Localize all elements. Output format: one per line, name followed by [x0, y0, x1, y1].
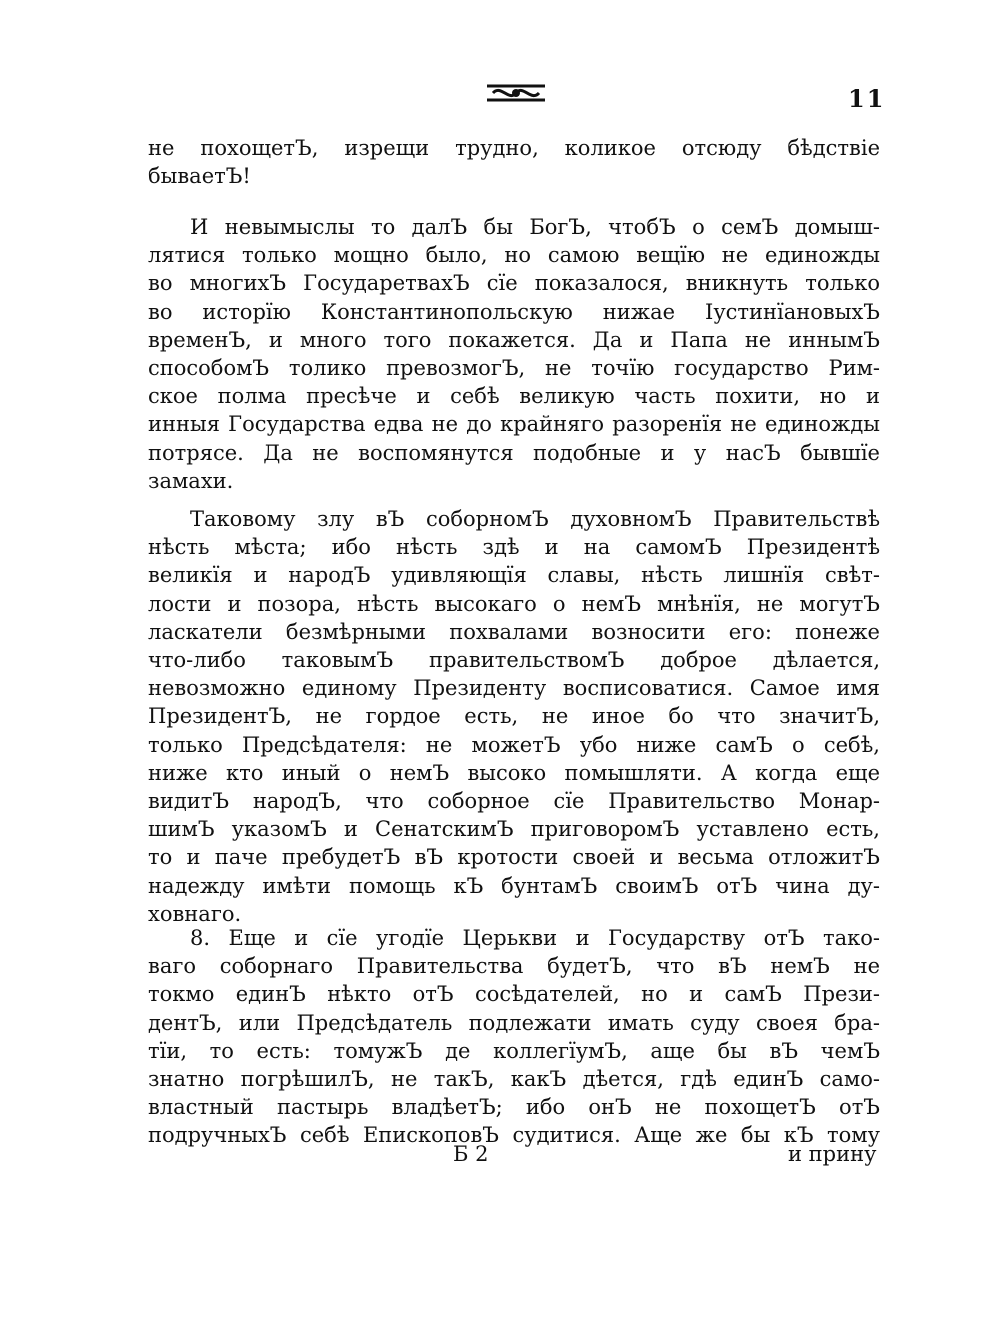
text-line: И невымыслы то далЪ бы БогЪ, чтобЪ о семЪ домыш- [190, 215, 880, 239]
text-line: ваго соборнаго Правительства будетЪ, что вЪ немЪ не [148, 954, 880, 979]
text-line: ласкатели безмѣрными похвалами возносити его: понеже [148, 619, 880, 644]
text-line: ское полма пресѣче и себѣ великую часть похити, но и [148, 384, 880, 409]
text-line: невозможно единому Президенту восписоватися. Самое имя [148, 676, 880, 701]
text-line: способомЪ толико превозмогЪ, не точїю государство Рим- [148, 356, 880, 380]
text-line: во многихЪ ГосударетвахЪ сїе показалося, вникнуть только [148, 271, 880, 296]
text-line: ховнаго. [148, 901, 242, 926]
text-line: подручныхЪ себѣ ЕпископовЪ судитися. Аще же бы кЪ тому [148, 1123, 880, 1148]
text-line: ниже кто иный о немЪ высоко помышляти. А когда еще [148, 760, 880, 785]
text-line: великїя и народЪ удивляющїя славы, нѣсть лишнїя свѣт- [148, 563, 880, 588]
page-number: 11 [848, 84, 886, 113]
text-line: токмо единЪ нѣкто отЪ сосѣдателей, но и самЪ Прези- [148, 982, 880, 1007]
text-line: что-либо таковымЪ правительствомЪ доброе дѣлается, [148, 648, 880, 672]
text-line: не похощетЪ, изрещи трудно, коликое отсюду бѣдствіе [148, 136, 880, 160]
text-line: лости и позора, нѣсть высокаго о немЪ мнѣнїя, не могутЪ [148, 591, 880, 616]
text-line: дентЪ, или Предсѣдатель подлежати имать суду своея бра- [148, 1010, 880, 1035]
text-line: потрясе. Да не воспомянутся подобные и у насЪ бывшїе [148, 440, 880, 465]
signature-mark: Б 2 [453, 1142, 489, 1166]
text-line: временЪ, и много того покажется. Да и Папа не иннымЪ [148, 327, 880, 352]
ornament-icon [483, 80, 549, 106]
text-line: только Предсѣдателя: не можетЪ убо ниже самЪ о себѣ, [148, 732, 880, 757]
text-line: бываетЪ! [148, 164, 251, 189]
text-line: тїи, то есть: томужЪ де коллегїумЪ, аще бы вЪ чемЪ [148, 1038, 880, 1063]
catchword: и прину [788, 1142, 877, 1166]
text-line: шимЪ указомЪ и СенатскимЪ приговоромЪ уставлено есть, [148, 817, 880, 842]
text-line: замахи. [148, 468, 234, 493]
text-line: ПрезидентЪ, не гордое есть, не иное бо что значитЪ, [148, 704, 880, 729]
text-line: 8. Еще и сїе угодїе Церькви и Государству отЪ тако- [190, 926, 880, 950]
text-line: властный пастырь владѣетЪ; ибо онЪ не похощетЪ отЪ [148, 1095, 880, 1120]
text-line: знатно погрѣшилЪ, не такЪ, какЪ дѣется, гдѣ единЪ само- [148, 1067, 880, 1091]
text-line: инныя Государства едва не до крайняго разоренїя не единожды [148, 412, 880, 437]
text-line: нѣсть мѣста; ибо нѣсть здѣ и на самомЪ Президентѣ [148, 535, 880, 560]
text-line: во исторїю Константинопольскую нижае ІустинїановыхЪ [148, 299, 880, 324]
text-line: видитЪ народЪ, что соборное сїе Правительство Монар- [148, 789, 880, 813]
text-line: надежду имѣти помощь кЪ бунтамЪ своимЪ отЪ чина ду- [148, 873, 880, 898]
text-line: Таковому злу вЪ соборномЪ духовномЪ Правительствѣ [190, 507, 880, 531]
text-line: то и паче пребудетЪ вЪ кротости своей и весьма отложитЪ [148, 845, 880, 870]
text-line: лятися только мощно было, но самою вещїю не единожды [148, 243, 880, 268]
